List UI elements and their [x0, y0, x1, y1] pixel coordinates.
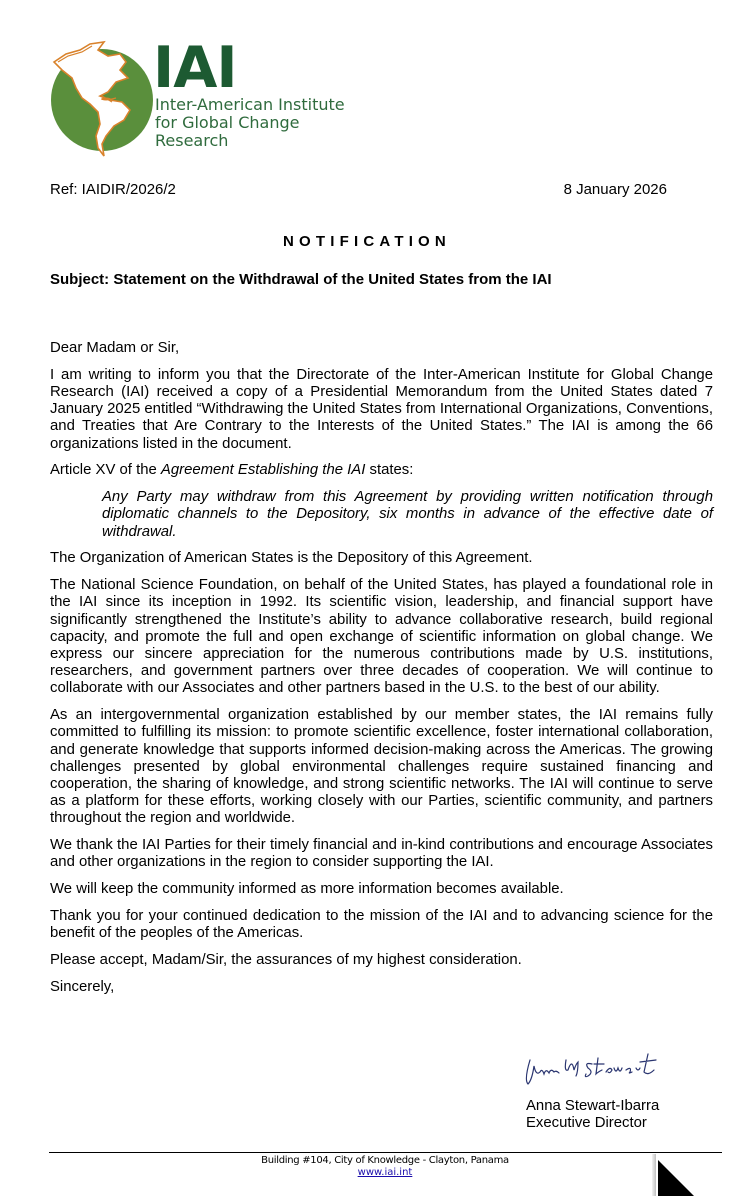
paragraph: We will keep the community informed as more information becomes available. — [50, 881, 564, 898]
paragraph: The Organization of American States is the Depository of this Agreement. — [50, 550, 533, 567]
footer-website — [0, 1167, 744, 1178]
letter-date: 8 January 2026 — [563, 181, 667, 198]
logo-organization-name — [155, 96, 345, 150]
text: states: — [365, 462, 414, 479]
paragraph: Thank you for your continued dedication to the mission of the IAI and to advancing science for the benefit of the peoples of the Americas. — [50, 908, 713, 942]
article-quote: Any Party may withdraw from this Agreement by providing written notification through diplomatic channels to the Depository, six months in advance of the effective date of withdrawal. — [102, 489, 713, 540]
salutation: Dear Madam or Sir, — [50, 340, 180, 356]
reference-number: Ref: IAIDIR/2026/2 — [50, 181, 176, 198]
handwritten-signature — [522, 1050, 672, 1090]
logo-acronym: IAI — [153, 35, 237, 101]
footer-divider — [49, 1152, 722, 1153]
logo-name-line: Research — [155, 131, 229, 150]
signer-title: Executive Director — [526, 1115, 647, 1131]
paragraph: I am writing to inform you that the Directorate of the Inter-American Institute for Global Change Research (IAI) received a copy of a Presidential Memorandum from the United States dated 7 January 2025 entitled “Withdrawing the United States from International Organizations, Conventions, and Treaties that Are Contrary to the Interests of the United States.” The IAI is among the 66 organizations listed in the document. — [50, 366, 713, 452]
text: Article XV of the — [50, 462, 161, 479]
paragraph: As an intergovernmental organization established by our member states, the IAI remains fully committed to fulfilling its mission: to promote scientific excellence, foster international collaboration, and generate knowledge that supports informed decision-making across the Americas. The growing challenges presented by global environmental challenges require sustained financing and cooperation, the sharing of knowledge, and strong scientific networks. The IAI will continue to serve as a platform for these efforts, working closely with our Parties, scientific community, and partners throughout the region and worldwide. — [50, 707, 713, 827]
agreement-title: Agreement Establishing the IAI — [160, 462, 366, 479]
subject-line: Subject: Statement on the Withdrawal of the United States from the IAI — [50, 271, 552, 288]
logo-name-line: for Global Change — [155, 113, 300, 132]
signer-block — [526, 1098, 659, 1132]
paragraph — [50, 462, 713, 479]
paragraph: Please accept, Madam/Sir, the assurances of my highest consideration. — [50, 952, 522, 969]
paragraph: We thank the IAI Parties for their timely financial and in-kind contributions and encourage Associates and other organizations in the region to consider supporting the IAI. — [50, 837, 713, 871]
paragraph: The National Science Foundation, on behalf of the United States, has played a foundational role in the IAI since its inception in 1992. Its scientific vision, leadership, and financial support have significantly strengthened the Institute’s ability to advance collaborative research, build regional capacity, and promote the full and open exchange of scientific information on global change. We express our sincere appreciation for the numerous contributions made by U.S. institutions, researchers, and government partners over three decades of cooperation. We will continue to collaborate with our Associates and other partners based in the U.S. to the best of our ability. — [50, 577, 713, 697]
website-link[interactable]: www.iai.int — [357, 1167, 413, 1178]
document-title: NOTIFICATION — [283, 233, 451, 250]
letter-body — [50, 340, 713, 1006]
page-curl-icon — [652, 1150, 744, 1196]
closing: Sincerely, — [50, 978, 115, 995]
logo-globe-icon — [46, 40, 158, 158]
logo-name-line: Inter-American Institute — [155, 95, 345, 114]
footer-address: Building #104, City of Knowledge - Clayton, Panama — [261, 1155, 509, 1166]
signer-name: Anna Stewart-Ibarra — [526, 1098, 660, 1114]
